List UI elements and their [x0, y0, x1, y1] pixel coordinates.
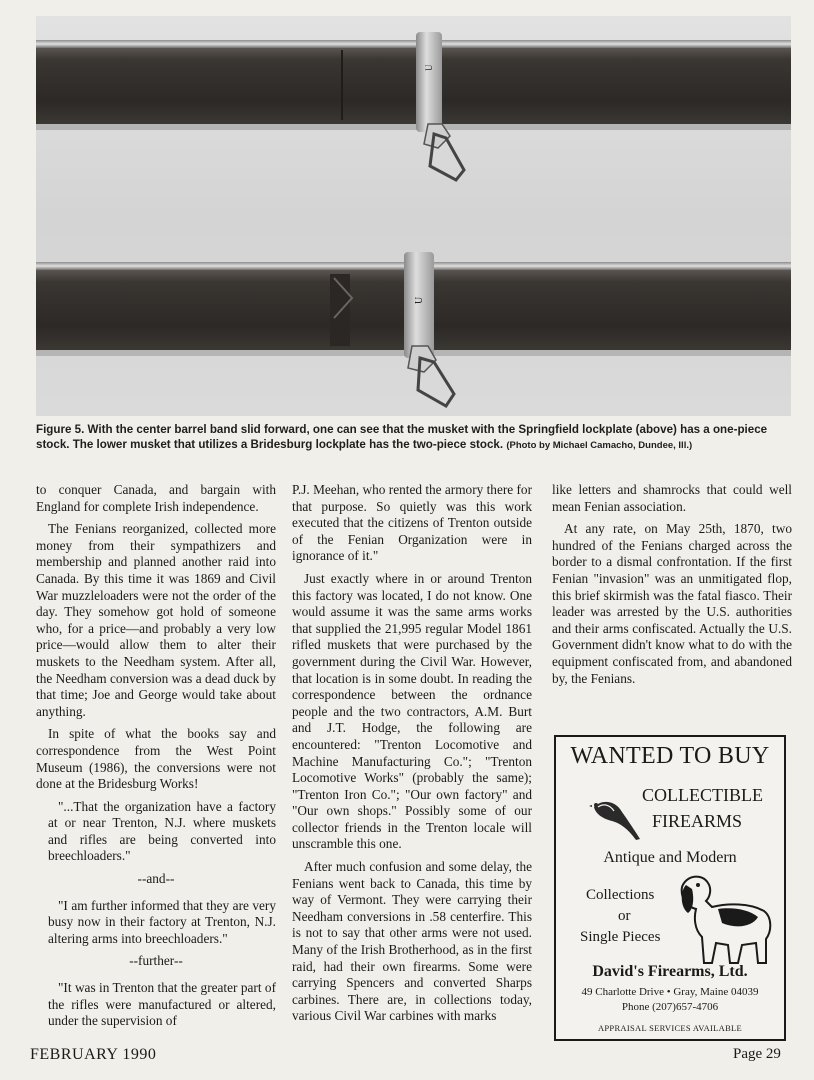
ad-line-collections: Collections: [586, 887, 655, 903]
article-paragraph: to conquer Canada, and bargain with England for complete Irish independence.: [36, 482, 276, 514]
ad-phone: Phone (207)657-4706: [621, 1001, 719, 1013]
article-paragraph: like letters and shamrocks that could well mean Fenian association.: [552, 482, 792, 514]
lower-band-mark: U: [414, 296, 425, 304]
article-paragraph: In spite of what the books say and correspondence from the West Point Museum (1986), the conversions were not done at the Bridesburg Works!: [36, 726, 276, 792]
ad-company-name: David's Firearms, Ltd.: [592, 963, 748, 980]
ad-line-single-pieces: Single Pieces: [580, 929, 661, 945]
wanted-to-buy-ad: [554, 735, 786, 1041]
article-paragraph: "...That the organization have a factory at or near Trenton, N.J. where muskets and rifles are being converted into breechloaders.": [48, 798, 276, 864]
upper-band-mark: U: [424, 64, 434, 71]
spaniel-dog-icon: [672, 867, 776, 967]
ad-line-antique-modern: Antique and Modern: [603, 849, 737, 866]
caption-text: Figure 5. With the center barrel band slid forward, one can see that the musket with the Springfield lockplate (above) has a one-piece stock. The lower musket that utilizes a Bridesburg lockplate has the two-piece stock.: [36, 423, 768, 451]
article-column-3: [552, 482, 792, 693]
musket-comparison-photo: [36, 16, 791, 416]
article-paragraph: P.J. Meehan, who rented the armory there for that purpose. So quietly was this work executed that the citizens of Trenton outside of the Fenian Organization were in ignorance of it.": [292, 482, 533, 564]
article-paragraph: "It was in Trenton that the greater part of the rifles were manufactured or altered, under the supervision of: [48, 980, 276, 1029]
article-paragraph: The Fenians reorganized, collected more money from their sympathizers and membership and planned another raid into Canada. By this time it was 1869 and Civil War muzzleloaders were not the order of the day. They somehow got hold of someone who, for a price—and probably a very low price—would allow them to alter their muskets to the Needham system. After all, the Needham conversion was a dead duck by that time; Joe and George would take about anything.: [36, 521, 276, 719]
ad-address: 49 Charlotte Drive • Gray, Maine 04039: [581, 986, 759, 998]
photo-credit: (Photo by Michael Camacho, Dundee, Ill.): [506, 440, 693, 451]
ad-headline: WANTED TO BUY: [570, 743, 770, 769]
article-paragraph: After much confusion and some delay, the Fenians went back to Canada, this time by way of Vermont. They were carrying their Needham conversions in .58 centerfire. This is not to say that other arms were not used. Many of the Irish Brotherhood, as in the first raid, had their own firearms. Some were carrying Spencers and converted Sharps carbines. There are, in collections today, various Civil War carbines with marks: [292, 859, 532, 1024]
article-column-1: [36, 482, 276, 1036]
upper-musket: [36, 32, 791, 180]
pheasant-icon: [588, 793, 644, 843]
ad-line-firearms: FIREARMS: [652, 811, 743, 831]
article-paragraph: --and--: [137, 871, 175, 887]
figure-caption: [36, 422, 796, 453]
lower-musket: [36, 252, 791, 406]
article-paragraph: Just exactly where in or around Trenton this factory was located, I do not know. One would assume it was the same arms works that supplied the 21,995 regular Model 1861 rifled muskets that were purchased by the government during the Civil War. However, that location is in some doubt. In reading the correspondence between the ordnance people and the two contractors, A.M. Burt and J.T. Hodge, the following are encountered: "Trenton Locomotive and Machine Manufacturing Co."; "Trenton Locomotive Works" (probably the same); "Trenton Iron Co."; "Our own factory" and "Our own shops." Possibly some of our collector friends in the Trenton locale will unscramble this one.: [292, 570, 532, 852]
ad-line-collectible: COLLECTIBLE: [642, 785, 763, 805]
ad-appraisal-services: APPRAISAL SERVICES AVAILABLE: [597, 1023, 743, 1033]
issue-date: FEBRUARY 1990: [30, 1046, 157, 1063]
page-number: Page 29: [733, 1046, 781, 1062]
ad-line-or: or: [618, 908, 631, 924]
article-paragraph: At any rate, on May 25th, 1870, two hundred of the Fenians charged across the border to a dismal confrontation. If the first Fenian "invasion" was an unmitigated flop, this brief skirmish was the fatal fiasco. Their leader was arrested by the U.S. authorities and their arms confiscated. Actually the U.S. Government didn't know what to do with the equipment confiscated from, and abandoned by, the Fenians.: [552, 521, 792, 686]
article-paragraph: "I am further informed that they are very busy now in their factory at Trenton, N.J. altering arms into breechloaders.": [48, 897, 276, 946]
article-column-2: [292, 482, 532, 1031]
article-paragraph: --further--: [129, 953, 183, 969]
